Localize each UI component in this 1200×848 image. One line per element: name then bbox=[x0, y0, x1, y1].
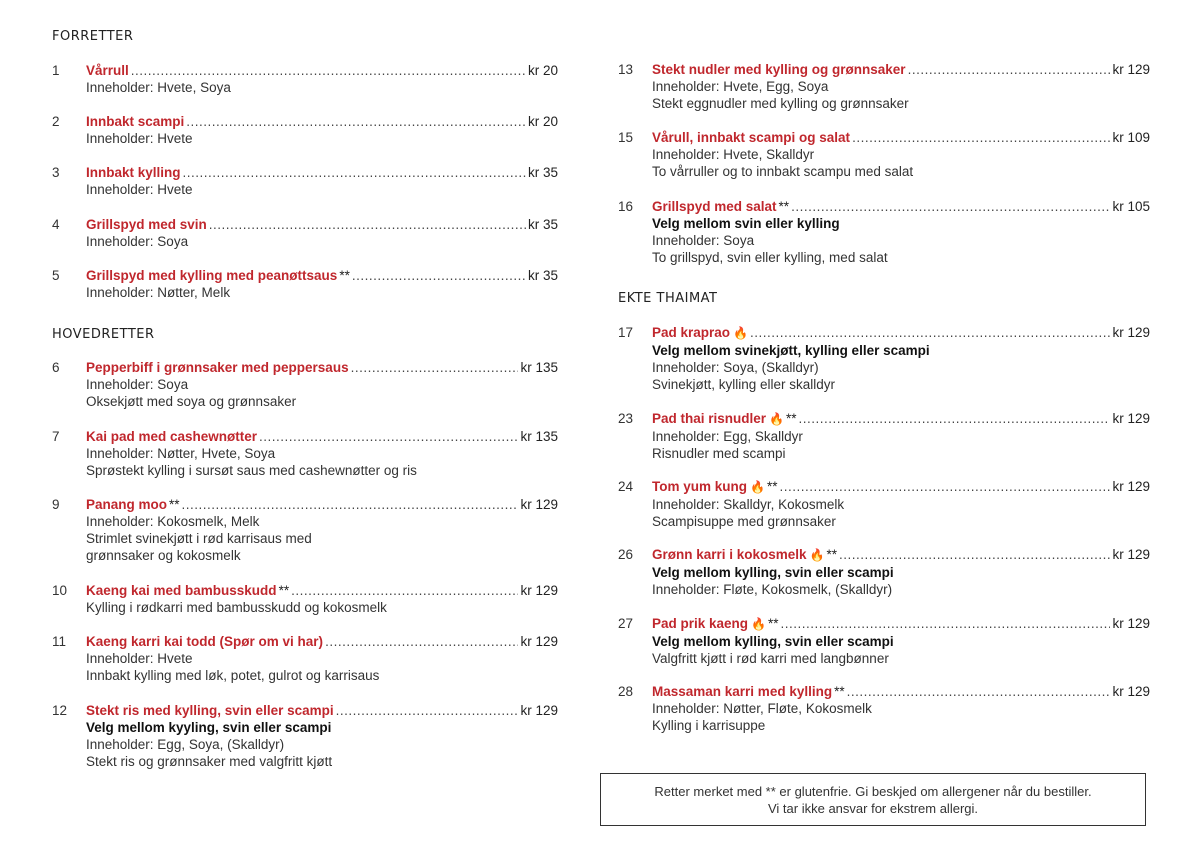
dot-leader bbox=[351, 359, 519, 376]
menu-item-header bbox=[618, 324, 1150, 342]
menu-item bbox=[618, 478, 1150, 530]
item-description: Oksekjøtt med soya og grønnsaker bbox=[86, 394, 297, 409]
item-allergens: Inneholder: Hvete bbox=[86, 651, 193, 666]
item-price: kr 20 bbox=[527, 114, 558, 129]
dot-leader bbox=[186, 113, 526, 130]
menu-item-header bbox=[52, 702, 558, 719]
item-allergens: Inneholder: Kokosmelk, Melk bbox=[86, 514, 260, 529]
item-allergens: Inneholder: Skalldyr, Kokosmelk bbox=[652, 497, 845, 512]
menu-item-header bbox=[52, 113, 558, 130]
menu-item bbox=[52, 496, 558, 564]
item-number: 5 bbox=[52, 268, 60, 283]
item-allergens: Inneholder: Soya bbox=[652, 233, 755, 248]
item-description: Kylling i rødkarri med bambusskudd og kokosmelk bbox=[86, 600, 387, 615]
menu-item bbox=[618, 615, 1150, 667]
item-number: 6 bbox=[52, 360, 60, 375]
dot-leader bbox=[779, 478, 1110, 495]
menu-item bbox=[618, 683, 1150, 734]
item-number: 27 bbox=[618, 616, 634, 631]
item-choice: Velg mellom kyyling, svin eller scampi bbox=[86, 720, 332, 735]
item-description: Scampisuppe med grønnsaker bbox=[652, 514, 836, 529]
dot-leader bbox=[352, 267, 526, 284]
dot-leader bbox=[791, 198, 1110, 215]
menu-item-header bbox=[618, 546, 1150, 564]
item-description: Kylling i karrisuppe bbox=[652, 718, 766, 733]
dot-leader bbox=[325, 633, 518, 650]
menu-item-header bbox=[618, 615, 1150, 633]
item-allergens: Inneholder: Egg, Skalldyr bbox=[652, 429, 803, 444]
item-allergens: Inneholder: Nøtter, Fløte, Kokosmelk bbox=[652, 701, 872, 716]
item-allergens: Inneholder: Soya bbox=[86, 377, 189, 392]
item-name: Pad kraprao bbox=[652, 325, 731, 340]
menu-item bbox=[52, 113, 558, 147]
menu-item-header bbox=[52, 216, 558, 233]
item-allergens: Inneholder: Soya bbox=[86, 234, 189, 249]
item-allergens: Inneholder: Soya, (Skalldyr) bbox=[652, 360, 819, 375]
item-number: 9 bbox=[52, 497, 60, 512]
item-choice: Velg mellom svin eller kylling bbox=[652, 216, 840, 231]
item-description: Svinekjøtt, kylling eller skalldyr bbox=[652, 377, 836, 392]
dot-leader bbox=[839, 546, 1110, 563]
item-name: Kaeng kai med bambusskudd bbox=[86, 583, 277, 598]
menu-item-header bbox=[52, 496, 558, 513]
dot-leader bbox=[781, 615, 1111, 632]
item-number: 23 bbox=[618, 411, 634, 426]
chili-fire-icon: 🔥 bbox=[769, 412, 784, 426]
item-price: kr 129 bbox=[1112, 684, 1150, 699]
dot-leader bbox=[847, 683, 1111, 700]
menu-item-header bbox=[52, 633, 558, 650]
dot-leader bbox=[291, 582, 518, 599]
item-description-cont: grønnsaker og kokosmelk bbox=[86, 548, 241, 563]
menu-item bbox=[618, 410, 1150, 462]
item-price: kr 129 bbox=[520, 634, 558, 649]
item-choice: Velg mellom kylling, svin eller scampi bbox=[652, 634, 894, 649]
menu-item bbox=[618, 546, 1150, 598]
menu-item bbox=[52, 702, 558, 770]
allergy-notice-line-1: Retter merket med ** er glutenfrie. Gi beskjed om allergener når du bestiller. bbox=[654, 784, 1092, 799]
menu-item-header bbox=[618, 61, 1150, 78]
dot-leader bbox=[750, 324, 1110, 341]
dot-leader bbox=[336, 702, 519, 719]
item-name: Panang moo bbox=[86, 497, 168, 512]
item-allergens: Inneholder: Fløte, Kokosmelk, (Skalldyr) bbox=[652, 582, 893, 597]
menu-item-header bbox=[52, 359, 558, 376]
item-price: kr 129 bbox=[1112, 62, 1150, 77]
menu-item-header bbox=[52, 164, 558, 181]
item-allergens: Inneholder: Nøtter, Hvete, Soya bbox=[86, 446, 276, 461]
gluten-free-marker: ** bbox=[785, 411, 797, 426]
dot-leader bbox=[182, 496, 519, 513]
menu-item-header bbox=[618, 410, 1150, 428]
menu-item bbox=[52, 267, 558, 301]
item-description: Sprøstekt kylling i sursøt saus med cashewnøtter og ris bbox=[86, 463, 417, 478]
menu-item-header bbox=[618, 478, 1150, 496]
chili-fire-icon: 🔥 bbox=[750, 480, 765, 494]
item-allergens: Inneholder: Hvete bbox=[86, 131, 193, 146]
menu-item-header bbox=[52, 62, 558, 79]
menu-item bbox=[618, 324, 1150, 393]
item-number: 1 bbox=[52, 63, 60, 78]
item-allergens: Inneholder: Hvete, Soya bbox=[86, 80, 231, 95]
item-number: 2 bbox=[52, 114, 60, 129]
item-name: Pepperbiff i grønnsaker med peppersaus bbox=[86, 360, 349, 375]
dot-leader bbox=[908, 61, 1111, 78]
item-price: kr 129 bbox=[520, 703, 558, 718]
dot-leader bbox=[209, 216, 526, 233]
item-description: Innbakt kylling med løk, potet, gulrot og karrisaus bbox=[86, 668, 380, 683]
menu-item bbox=[52, 359, 558, 410]
item-name: Grønn karri i kokosmelk bbox=[652, 547, 807, 562]
item-number: 24 bbox=[618, 479, 634, 494]
item-number: 3 bbox=[52, 165, 60, 180]
allergy-notice-box bbox=[600, 773, 1146, 826]
item-allergens: Inneholder: Hvete bbox=[86, 182, 193, 197]
menu-item-header bbox=[618, 129, 1150, 146]
item-allergens: Inneholder: Hvete, Skalldyr bbox=[652, 147, 815, 162]
item-name: Massaman karri med kylling bbox=[652, 684, 833, 699]
item-price: kr 129 bbox=[520, 497, 558, 512]
menu-item-header bbox=[618, 198, 1150, 215]
item-price: kr 109 bbox=[1112, 130, 1150, 145]
item-name: Pad prik kaeng bbox=[652, 616, 749, 631]
gluten-free-marker: ** bbox=[778, 199, 790, 214]
item-price: kr 129 bbox=[1112, 325, 1150, 340]
item-name: Kaeng karri kai todd (Spør om vi har) bbox=[86, 634, 324, 649]
item-price: kr 129 bbox=[1112, 616, 1150, 631]
item-price: kr 35 bbox=[527, 268, 558, 283]
gluten-free-marker: ** bbox=[339, 268, 350, 283]
item-price: kr 35 bbox=[527, 217, 558, 232]
menu-item bbox=[52, 428, 558, 479]
gluten-free-marker: ** bbox=[278, 583, 290, 598]
item-description: Strimlet svinekjøtt i rød karrisaus med bbox=[86, 531, 312, 546]
menu-item bbox=[52, 164, 558, 198]
menu-item bbox=[52, 582, 558, 616]
allergy-notice-line-2: Vi tar ikke ansvar for ekstrem allergi. bbox=[768, 801, 978, 816]
dot-leader bbox=[259, 428, 518, 445]
item-price: kr 20 bbox=[527, 63, 558, 78]
menu-item bbox=[52, 62, 558, 96]
item-choice: Velg mellom svinekjøtt, kylling eller scampi bbox=[652, 343, 930, 358]
chili-fire-icon: 🔥 bbox=[809, 548, 825, 562]
section-title: FORRETTER bbox=[52, 29, 134, 44]
item-description: Stekt ris og grønnsaker med valgfritt kjøtt bbox=[86, 754, 333, 769]
item-name: Innbakt kylling bbox=[86, 165, 181, 180]
item-name: Pad thai risnudler bbox=[652, 411, 767, 426]
item-name: Grillspyd med salat bbox=[652, 199, 777, 214]
item-name: Vårull, innbakt scampi og salat bbox=[652, 130, 851, 145]
item-description: Stekt eggnudler med kylling og grønnsaker bbox=[652, 96, 909, 111]
item-name: Grillspyd med kylling med peanøttsaus bbox=[86, 268, 338, 283]
item-number: 10 bbox=[52, 583, 68, 598]
gluten-free-marker: ** bbox=[768, 616, 779, 631]
item-number: 13 bbox=[618, 62, 634, 77]
item-allergens: Inneholder: Hvete, Egg, Soya bbox=[652, 79, 829, 94]
item-price: kr 129 bbox=[520, 583, 558, 598]
menu-item bbox=[52, 216, 558, 250]
menu-item-header bbox=[52, 582, 558, 599]
gluten-free-marker: ** bbox=[169, 497, 180, 512]
item-name: Stekt nudler med kylling og grønnsaker bbox=[652, 62, 906, 77]
dot-leader bbox=[183, 164, 526, 181]
item-price: kr 129 bbox=[1112, 547, 1150, 562]
item-allergens: Inneholder: Nøtter, Melk bbox=[86, 285, 231, 300]
item-name: Innbakt scampi bbox=[86, 114, 185, 129]
item-allergens: Inneholder: Egg, Soya, (Skalldyr) bbox=[86, 737, 285, 752]
item-number: 17 bbox=[618, 325, 634, 340]
item-price: kr 105 bbox=[1112, 199, 1150, 214]
item-number: 4 bbox=[52, 217, 60, 232]
item-price: kr 35 bbox=[527, 165, 558, 180]
menu-item bbox=[618, 129, 1150, 180]
section-title: HOVEDRETTER bbox=[52, 327, 155, 342]
item-name: Kai pad med cashewnøtter bbox=[86, 429, 258, 444]
item-number: 11 bbox=[52, 634, 67, 649]
item-number: 26 bbox=[618, 547, 634, 562]
menu-item-header bbox=[52, 428, 558, 445]
menu-item-header bbox=[618, 683, 1150, 700]
item-number: 28 bbox=[618, 684, 634, 699]
item-description: Risnudler med scampi bbox=[652, 446, 786, 461]
item-name: Stekt ris med kylling, svin eller scampi bbox=[86, 703, 334, 718]
item-description: Valgfritt kjøtt i rød karri med langbønner bbox=[652, 651, 889, 666]
chili-fire-icon: 🔥 bbox=[733, 326, 748, 340]
item-number: 15 bbox=[618, 130, 634, 145]
item-price: kr 129 bbox=[1112, 411, 1150, 426]
menu-item bbox=[618, 61, 1150, 112]
menu-item-header bbox=[52, 267, 558, 284]
section-title: EKTE THAIMAT bbox=[618, 291, 718, 306]
item-number: 16 bbox=[618, 199, 634, 214]
item-choice: Velg mellom kylling, svin eller scampi bbox=[652, 565, 894, 580]
item-number: 12 bbox=[52, 703, 68, 718]
dot-leader bbox=[852, 129, 1110, 146]
gluten-free-marker: ** bbox=[834, 684, 845, 699]
item-description: To vårruller og to innbakt scampu med salat bbox=[652, 164, 914, 179]
dot-leader bbox=[799, 410, 1111, 427]
item-number: 7 bbox=[52, 429, 60, 444]
item-name: Grillspyd med svin bbox=[86, 217, 207, 232]
item-price: kr 129 bbox=[1112, 479, 1150, 494]
item-name: Vårrull bbox=[86, 63, 129, 78]
chili-fire-icon: 🔥 bbox=[751, 617, 766, 631]
menu-item bbox=[52, 633, 558, 684]
item-price: kr 135 bbox=[520, 360, 558, 375]
menu-item bbox=[618, 198, 1150, 266]
item-price: kr 135 bbox=[520, 429, 558, 444]
item-description: To grillspyd, svin eller kylling, med salat bbox=[652, 250, 888, 265]
gluten-free-marker: ** bbox=[826, 547, 838, 562]
dot-leader bbox=[131, 62, 526, 79]
item-name: Tom yum kung bbox=[652, 479, 748, 494]
gluten-free-marker: ** bbox=[766, 479, 778, 494]
